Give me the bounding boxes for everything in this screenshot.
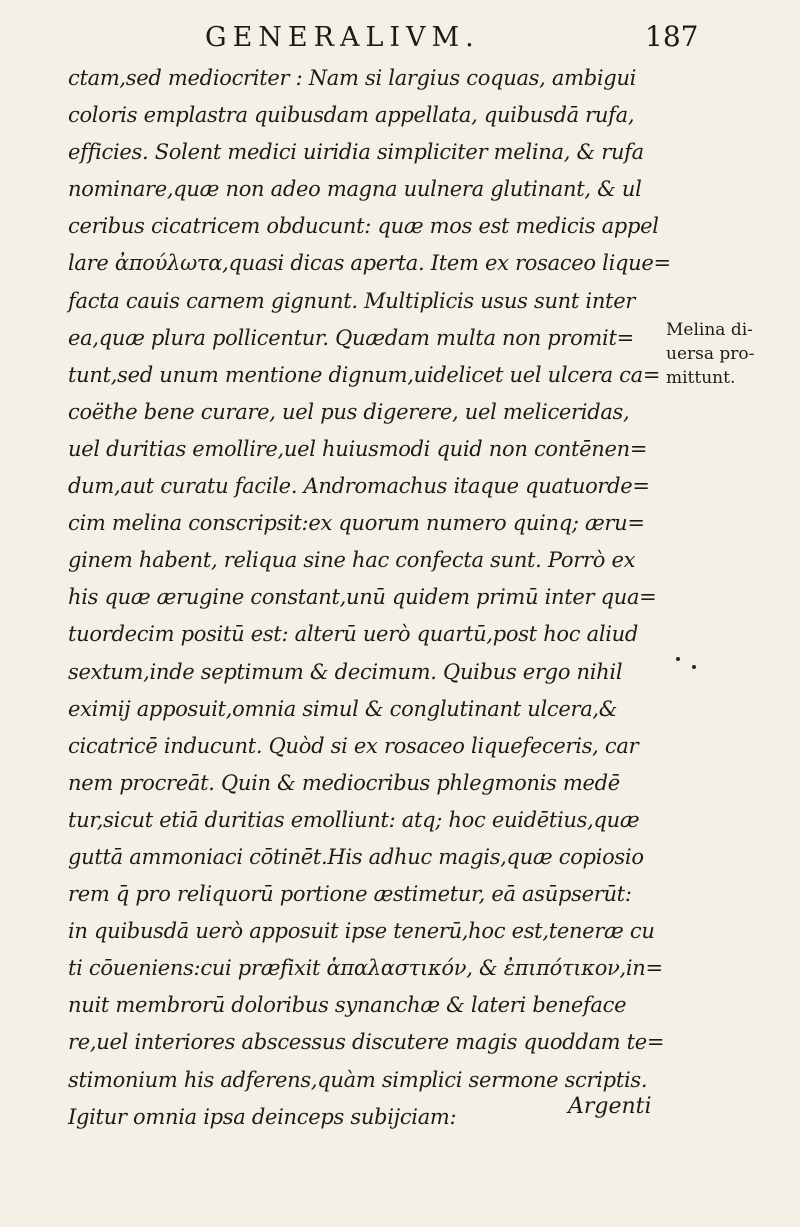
margin-note-line: mittunt. (666, 368, 736, 388)
text-line: nominare,quæ non adeo magna uulnera glutinant, & ul (68, 177, 642, 202)
text-line: re,uel interiores abscessus discutere magis quoddam te= (68, 1030, 665, 1055)
text-line: uel duritias emollire,uel huiusmodi quid non contēnen= (68, 436, 648, 461)
text-line: tur,sicut etiā duritias emolliunt: atq; hoc euidētius,quæ (68, 807, 640, 832)
text-line: dum,aut curatu facile. Andromachus itaque quatuorde= (68, 474, 650, 499)
page-number: 187 (645, 20, 699, 53)
text-line: coëthe bene curare, uel pus digerere, uel meliceridas, (68, 399, 630, 424)
text-line: his quæ ærugine constant,unū quidem primū inter qua= (68, 585, 657, 610)
margin-note-line: uersa pro- (666, 344, 755, 364)
text-line: nuit membrorū doloribus synanchæ & lateri beneface (68, 993, 627, 1018)
text-line: rem q̄ pro reliquorū portione æstimetur, eā asūpserūt: (68, 882, 632, 907)
text-line: tuordecim positū est: alterū uerò quartū,post hoc aliud (68, 622, 639, 647)
text-line: facta cauis carnem gignunt. Multiplicis usus sunt inter (68, 288, 636, 313)
text-line: ginem habent, reliqua sine hac confecta sunt. Porrò ex (68, 548, 636, 573)
running-header: GENERALIVM. (205, 22, 480, 53)
text-line: sextum,inde septimum & decimum. Quibus ergo nihil (68, 659, 623, 684)
margin-note-line: Melina di- (666, 320, 753, 340)
text-line: ceribus cicatricem obducunt: quæ mos est medicis appel (68, 214, 659, 239)
text-line: efficies. Solent medici uiridia simpliciter melina, & rufa (68, 140, 644, 165)
text-line: in quibusdā uerò apposuit ipse tenerū,hoc est,teneræ cu (68, 919, 655, 944)
text-line: stimonium his adferens,quàm simplici sermone scriptis. (68, 1067, 648, 1092)
text-line: guttā ammoniaci cōtinēt.His adhuc magis,quæ copiosio (68, 844, 644, 869)
text-line: ti cōueniens:cui præfixit ἁπαλαστικόν, & ἐπιπότικον,in= (68, 956, 663, 981)
text-line: lare ἀπούλωτα,quasi dicas aperta. Item ex rosaceo lique= (68, 251, 671, 276)
text-line: Igitur omnia ipsa deinceps subijciam: (68, 1104, 457, 1129)
text-line: ea,quæ plura pollicentur. Quædam multa non promit= (68, 325, 634, 350)
text-line: cim melina conscripsit:ex quorum numero quinq; æru= (68, 511, 645, 536)
text-line: cicatricē inducunt. Quòd si ex rosaceo liquefeceris, car (68, 733, 639, 758)
text-line: ctam,sed mediocriter : Nam si largius coquas, ambigui (68, 66, 637, 90)
ink-speck (692, 665, 696, 669)
margin-note (666, 318, 796, 390)
text-line: tunt,sed unum mentione dignum,uidelicet uel ulcera ca= (68, 362, 661, 387)
body-text (68, 60, 671, 1136)
text-line: coloris emplastra quibusdam appellata, quibusdā rufa, (68, 103, 635, 128)
text-line: nem procreāt. Quin & mediocribus phlegmonis medē (68, 770, 620, 795)
text-line: eximij apposuit,omnia simul & conglutinant ulcera,& (68, 696, 618, 721)
ink-speck (676, 657, 680, 661)
catchword: Argenti (568, 1094, 652, 1119)
